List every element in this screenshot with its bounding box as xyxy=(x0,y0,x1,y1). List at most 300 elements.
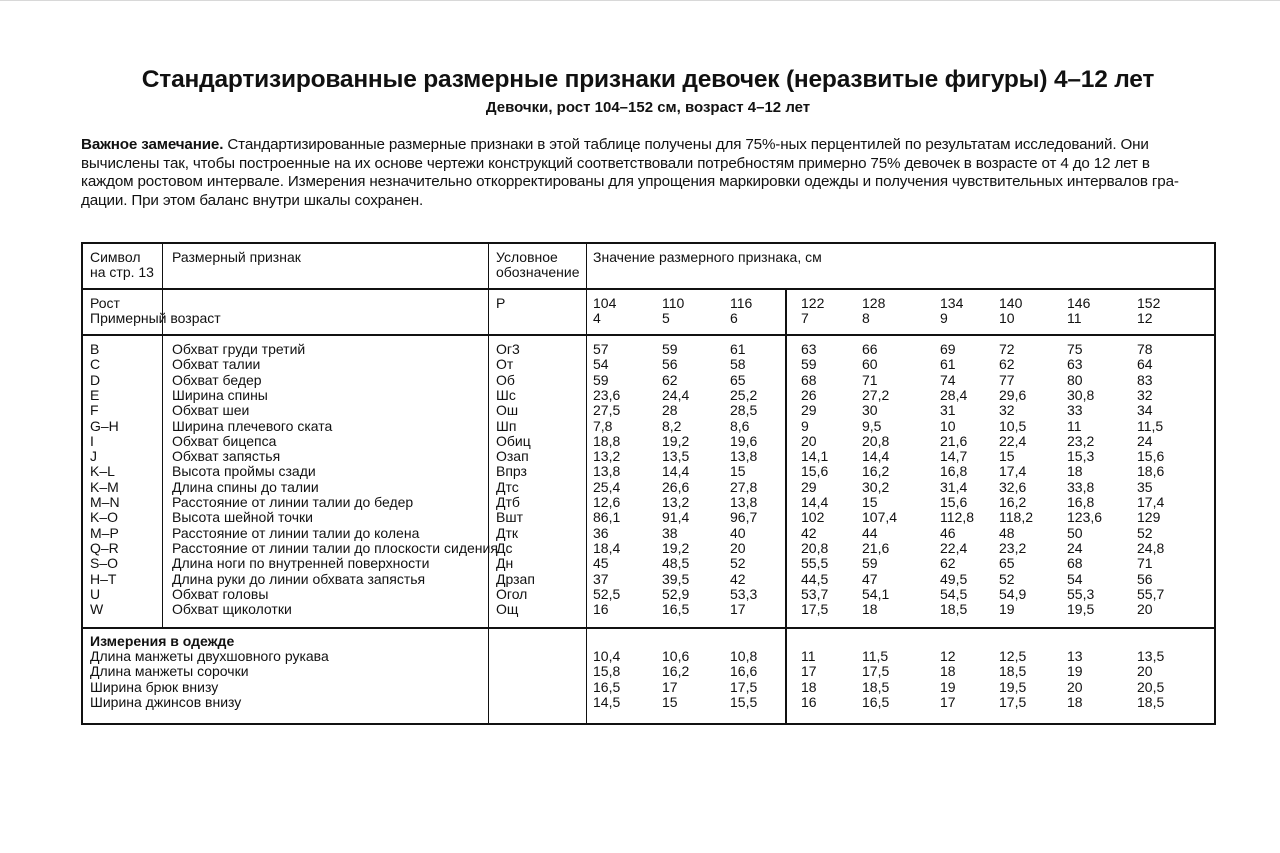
row-value: 53,7 xyxy=(801,585,829,602)
row-value: 14,4 xyxy=(662,463,690,480)
header-symbol xyxy=(90,250,154,281)
garment-section-divider xyxy=(83,627,1214,629)
row-symbol: E xyxy=(90,386,100,403)
age-value: 9 xyxy=(940,310,948,327)
row-value: 55,3 xyxy=(1067,585,1095,602)
col-divider-age-groups xyxy=(785,288,787,723)
row-abbr: Об xyxy=(496,371,515,388)
height-value: 110 xyxy=(662,295,685,311)
header-symbol-line-1: Символ xyxy=(90,249,141,265)
age-value: 8 xyxy=(862,310,870,327)
header-symbol-line-2: на стр. 13 xyxy=(90,264,154,281)
row-name: Обхват бедер xyxy=(172,371,262,388)
row-value: 15 xyxy=(730,463,746,480)
row-name: Расстояние от линии талии до бедер xyxy=(172,494,414,510)
row-value: 26,6 xyxy=(662,478,690,495)
row-value: 18 xyxy=(1067,463,1083,480)
height-value: 128 xyxy=(862,295,886,311)
row-value: 14,1 xyxy=(801,448,829,465)
row-value: 65 xyxy=(730,371,746,388)
row-name: Обхват головы xyxy=(172,585,269,602)
row-value: 13,8 xyxy=(730,448,758,465)
row-value: 96,7 xyxy=(730,509,758,526)
height-value: 122 xyxy=(801,295,825,311)
row-name: Расстояние от линии талии до плоскости сидения xyxy=(172,539,498,556)
row-name: Обхват талии xyxy=(172,356,261,373)
garment-value: 20,5 xyxy=(1137,678,1165,695)
row-abbr: Дтб xyxy=(496,494,520,510)
row-value: 32,6 xyxy=(999,478,1027,495)
row-value: 24 xyxy=(1137,432,1153,449)
row-value: 62 xyxy=(940,555,956,572)
row-value: 57 xyxy=(593,341,609,357)
row-value: 18,5 xyxy=(940,601,968,618)
row-value: 63 xyxy=(801,341,817,357)
row-value: 42 xyxy=(801,524,817,541)
row-value: 15 xyxy=(999,448,1015,465)
height-row-divider xyxy=(83,334,1214,336)
row-value: 74 xyxy=(940,371,956,388)
garment-row-name: Ширина брюк внизу xyxy=(90,678,219,695)
row-value: 25,4 xyxy=(593,478,621,495)
row-value: 13,2 xyxy=(593,448,621,465)
row-value: 28,4 xyxy=(940,386,968,403)
row-value: 27,5 xyxy=(593,402,621,419)
row-value: 7,8 xyxy=(593,417,613,434)
row-value: 19,2 xyxy=(662,432,690,449)
row-value: 59 xyxy=(862,555,878,572)
row-value: 44,5 xyxy=(801,570,829,587)
row-value: 36 xyxy=(593,524,609,541)
row-value: 29 xyxy=(801,478,817,495)
row-value: 13,2 xyxy=(662,494,690,510)
row-value: 23,6 xyxy=(593,386,621,403)
row-value: 69 xyxy=(940,341,956,357)
height-value: 146 xyxy=(1067,295,1091,311)
age-value: 12 xyxy=(1137,310,1153,327)
row-abbr: Шп xyxy=(496,417,517,434)
row-value: 18,8 xyxy=(593,432,621,449)
row-value: 24,4 xyxy=(662,386,690,403)
garment-value: 12,5 xyxy=(999,648,1027,664)
row-value: 10 xyxy=(940,417,956,434)
row-value: 27,2 xyxy=(862,386,890,403)
row-symbol: M–N xyxy=(90,494,120,510)
row-value: 16,8 xyxy=(940,463,968,480)
garment-value: 15,8 xyxy=(593,663,621,680)
row-value: 13,8 xyxy=(730,494,758,510)
note-line-3: каждом ростовом интервале. Измерения незначительно откорректированы для упрощения маркировки одежды и получения чувствительных интервалов гра- xyxy=(81,173,1179,191)
garment-value: 16,5 xyxy=(862,693,890,710)
row-name: Длина руки до линии обхвата запястья xyxy=(172,570,426,587)
garment-value: 18,5 xyxy=(999,663,1027,680)
row-value: 16,2 xyxy=(862,463,890,480)
row-symbol: C xyxy=(90,356,101,373)
garment-value: 13 xyxy=(1067,648,1083,664)
row-value: 9,5 xyxy=(862,417,882,434)
age-label: Примерный возраст xyxy=(90,310,221,327)
header-abbr-line-1: Условное xyxy=(496,249,558,265)
height-row-labels xyxy=(90,296,221,327)
size-table xyxy=(81,242,1216,725)
row-abbr: От xyxy=(496,356,514,373)
row-value: 16,5 xyxy=(662,601,690,618)
age-value: 4 xyxy=(593,310,601,327)
row-value: 83 xyxy=(1137,371,1153,388)
row-value: 71 xyxy=(862,371,878,388)
row-value: 24,8 xyxy=(1137,539,1165,556)
row-symbol: U xyxy=(90,585,101,602)
row-value: 34 xyxy=(1137,402,1153,419)
row-value: 27,8 xyxy=(730,478,758,495)
row-value: 64 xyxy=(1137,356,1153,373)
row-value: 11 xyxy=(1067,417,1082,434)
row-value: 21,6 xyxy=(862,539,890,556)
row-value: 102 xyxy=(801,509,825,526)
row-value: 26 xyxy=(801,386,817,403)
garment-value: 16,6 xyxy=(730,663,758,680)
row-value: 30 xyxy=(862,402,878,419)
garment-value: 16 xyxy=(801,693,817,710)
row-symbol: B xyxy=(90,341,100,357)
row-symbol: Q–R xyxy=(90,539,119,556)
row-value: 66 xyxy=(862,341,878,357)
age-value: 7 xyxy=(801,310,809,327)
garment-value: 20 xyxy=(1137,663,1153,680)
header-name: Размерный признак xyxy=(172,249,301,265)
garment-value: 18,5 xyxy=(1137,693,1165,710)
row-value: 20 xyxy=(1137,601,1153,618)
row-value: 24 xyxy=(1067,539,1083,556)
top-divider xyxy=(0,0,1280,1)
row-value: 28 xyxy=(662,402,678,419)
row-value: 52 xyxy=(730,555,746,572)
row-name: Обхват шеи xyxy=(172,402,250,419)
garment-row-name: Длина манжеты двухшовного рукава xyxy=(90,648,329,664)
row-value: 33 xyxy=(1067,402,1083,419)
garment-value: 18,5 xyxy=(862,678,890,695)
garment-value: 18 xyxy=(940,663,956,680)
header-values: Значение размерного признака, см xyxy=(593,249,822,265)
garment-value: 19 xyxy=(1067,663,1083,680)
row-value: 48,5 xyxy=(662,555,690,572)
row-value: 54,9 xyxy=(999,585,1027,602)
row-value: 45 xyxy=(593,555,609,572)
row-value: 20 xyxy=(730,539,746,556)
garment-value: 17,5 xyxy=(730,678,758,695)
row-value: 13,8 xyxy=(593,463,621,480)
age-value: 6 xyxy=(730,310,738,327)
garment-value: 10,4 xyxy=(593,648,621,664)
garment-value: 15 xyxy=(662,693,678,710)
garment-value: 19,5 xyxy=(999,678,1027,695)
garment-value: 17 xyxy=(662,678,678,695)
garment-value: 15,5 xyxy=(730,693,758,710)
row-value: 25,2 xyxy=(730,386,758,403)
row-value: 16,2 xyxy=(999,494,1027,510)
row-value: 65 xyxy=(999,555,1015,572)
row-value: 31,4 xyxy=(940,478,968,495)
garment-value: 11,5 xyxy=(862,648,889,664)
garment-value: 18 xyxy=(1067,693,1083,710)
row-value: 15,6 xyxy=(801,463,829,480)
row-abbr: Дтс xyxy=(496,478,519,495)
row-value: 78 xyxy=(1137,341,1153,357)
row-value: 54 xyxy=(1067,570,1083,587)
row-value: 54,1 xyxy=(862,585,890,602)
row-value: 29 xyxy=(801,402,817,419)
row-value: 17,4 xyxy=(1137,494,1165,510)
row-symbol: M–P xyxy=(90,524,119,541)
row-symbol: D xyxy=(90,371,101,388)
row-value: 44 xyxy=(862,524,878,541)
row-value: 63 xyxy=(1067,356,1083,373)
row-name: Высота проймы сзади xyxy=(172,463,316,480)
row-value: 30,8 xyxy=(1067,386,1095,403)
row-abbr: Ог3 xyxy=(496,341,520,357)
row-name: Расстояние от линии талии до колена xyxy=(172,524,420,541)
row-value: 19,5 xyxy=(1067,601,1095,618)
row-value: 52,5 xyxy=(593,585,621,602)
row-value: 47 xyxy=(862,570,878,587)
row-value: 14,4 xyxy=(862,448,890,465)
row-value: 129 xyxy=(1137,509,1161,526)
row-value: 35 xyxy=(1137,478,1153,495)
garment-row-name: Ширина джинсов внизу xyxy=(90,693,242,710)
page-subtitle: Девочки, рост 104–152 см, возраст 4–12 лет xyxy=(485,99,811,116)
row-value: 61 xyxy=(940,356,956,373)
row-value: 18,6 xyxy=(1137,463,1165,480)
height-label: Рост xyxy=(90,295,120,311)
height-value: 140 xyxy=(999,295,1023,311)
row-value: 32 xyxy=(1137,386,1153,403)
row-value: 42 xyxy=(730,570,746,587)
row-name: Обхват бицепса xyxy=(172,432,277,449)
row-abbr: Шс xyxy=(496,386,516,403)
row-value: 17 xyxy=(730,601,746,618)
age-value: 10 xyxy=(999,310,1015,327)
age-value: 5 xyxy=(662,310,670,327)
row-value: 13,5 xyxy=(662,448,690,465)
header-abbr-line-2: обозначение xyxy=(496,264,580,281)
row-value: 62 xyxy=(999,356,1015,373)
row-value: 58 xyxy=(730,356,746,373)
row-value: 22,4 xyxy=(999,432,1027,449)
row-value: 91,4 xyxy=(662,509,690,526)
row-name: Обхват щиколотки xyxy=(172,601,292,618)
row-value: 118,2 xyxy=(999,509,1033,526)
row-name: Обхват груди третий xyxy=(172,341,306,357)
row-value: 86,1 xyxy=(593,509,621,526)
row-abbr: Огол xyxy=(496,585,528,602)
row-value: 18,4 xyxy=(593,539,621,556)
height-value: 152 xyxy=(1137,295,1161,311)
row-value: 33,8 xyxy=(1067,478,1095,495)
garment-value: 12 xyxy=(940,648,956,664)
row-name: Ширина плечевого ската xyxy=(172,417,333,434)
height-value: 116 xyxy=(730,295,753,311)
garment-value: 17,5 xyxy=(862,663,890,680)
row-value: 19,2 xyxy=(662,539,690,556)
row-value: 12,6 xyxy=(593,494,621,510)
row-name: Высота шейной точки xyxy=(172,509,314,526)
garment-heading: Измерения в одежде xyxy=(90,633,235,649)
row-symbol: F xyxy=(90,402,99,419)
row-name: Длина спины до талии xyxy=(172,478,319,495)
row-value: 52 xyxy=(999,570,1015,587)
row-value: 59 xyxy=(593,371,609,388)
row-value: 68 xyxy=(801,371,817,388)
row-value: 75 xyxy=(1067,341,1083,357)
row-value: 19,6 xyxy=(730,432,758,449)
row-value: 54 xyxy=(593,356,609,373)
garment-value: 16,5 xyxy=(593,678,621,695)
row-value: 23,2 xyxy=(999,539,1027,556)
garment-value: 18 xyxy=(801,678,817,695)
row-value: 29,6 xyxy=(999,386,1027,403)
row-symbol: K–O xyxy=(90,509,119,526)
row-abbr: Ощ xyxy=(496,601,519,618)
row-value: 68 xyxy=(1067,555,1083,572)
row-value: 37 xyxy=(593,570,609,587)
row-value: 59 xyxy=(801,356,817,373)
row-value: 72 xyxy=(999,341,1015,357)
row-abbr: Впрз xyxy=(496,463,527,480)
row-name: Ширина спины xyxy=(172,386,268,403)
row-value: 112,8 xyxy=(940,509,974,526)
garment-value: 14,5 xyxy=(593,693,621,710)
row-value: 9 xyxy=(801,417,809,434)
row-value: 17,4 xyxy=(999,463,1027,480)
row-value: 80 xyxy=(1067,371,1083,388)
row-value: 52,9 xyxy=(662,585,690,602)
header-abbr xyxy=(496,250,579,281)
row-symbol: H–T xyxy=(90,570,117,587)
row-value: 20 xyxy=(801,432,817,449)
row-value: 21,6 xyxy=(940,432,968,449)
row-value: 20,8 xyxy=(862,432,890,449)
height-abbr: Р xyxy=(496,295,506,311)
row-value: 15,6 xyxy=(1137,448,1165,465)
row-symbol: J xyxy=(90,448,97,465)
row-value: 8,6 xyxy=(730,417,750,434)
row-value: 16 xyxy=(593,601,609,618)
row-value: 8,2 xyxy=(662,417,682,434)
row-value: 38 xyxy=(662,524,678,541)
height-value: 104 xyxy=(593,295,617,311)
row-abbr: Дрзап xyxy=(496,570,535,587)
col-divider-name xyxy=(488,244,489,723)
garment-value: 16,2 xyxy=(662,663,690,680)
row-symbol: W xyxy=(90,601,104,618)
row-value: 15,3 xyxy=(1067,448,1095,465)
row-value: 31 xyxy=(940,402,956,419)
row-value: 40 xyxy=(730,524,746,541)
row-value: 15 xyxy=(862,494,878,510)
row-value: 18 xyxy=(862,601,878,618)
note-text-1: Стандартизированные размерные признаки в этой таблице получены для 75%-ных перцентилей по результатам исследований. Они xyxy=(223,136,1149,153)
row-symbol: I xyxy=(90,432,94,449)
row-value: 77 xyxy=(999,371,1015,388)
col-divider-symbol-body xyxy=(162,336,163,627)
height-value: 134 xyxy=(940,295,964,311)
row-value: 14,7 xyxy=(940,448,968,465)
row-value: 56 xyxy=(662,356,678,373)
row-value: 16,8 xyxy=(1067,494,1095,510)
garment-value: 17 xyxy=(801,663,817,680)
row-value: 62 xyxy=(662,371,678,388)
row-value: 23,2 xyxy=(1067,432,1095,449)
row-value: 123,6 xyxy=(1067,509,1103,526)
garment-value: 13,5 xyxy=(1137,648,1165,664)
row-value: 19 xyxy=(999,601,1015,618)
row-value: 53,3 xyxy=(730,585,758,602)
row-symbol: K–M xyxy=(90,478,119,495)
row-value: 32 xyxy=(999,402,1015,419)
row-abbr: Дтк xyxy=(496,524,519,541)
note-line-2: вычислены так, чтобы построенные на их основе чертежи конструкций соответствовали потребностям примерно 75% девочек в возрасте от 4 до 12 лет в xyxy=(81,154,1150,172)
garment-value: 20 xyxy=(1067,678,1083,695)
row-value: 39,5 xyxy=(662,570,690,587)
row-value: 107,4 xyxy=(862,509,898,526)
note-line-1 xyxy=(81,136,1216,155)
row-value: 30,2 xyxy=(862,478,890,495)
row-value: 17,5 xyxy=(801,601,829,618)
garment-value: 10,6 xyxy=(662,648,690,664)
row-value: 61 xyxy=(730,341,746,357)
row-value: 11,5 xyxy=(1137,417,1164,434)
row-value: 10,5 xyxy=(999,417,1027,434)
row-value: 71 xyxy=(1137,555,1153,572)
important-note xyxy=(81,136,1216,210)
row-value: 15,6 xyxy=(940,494,968,510)
note-line-4: дации. При этом баланс внутри шкалы сохранен. xyxy=(81,191,424,209)
row-value: 48 xyxy=(999,524,1015,541)
row-symbol: K–L xyxy=(90,463,115,480)
row-value: 20,8 xyxy=(801,539,829,556)
row-value: 52 xyxy=(1137,524,1153,541)
row-value: 28,5 xyxy=(730,402,758,419)
page-title: Стандартизированные размерные признаки девочек (неразвитые фигуры) 4–12 лет xyxy=(141,66,1155,93)
row-value: 55,7 xyxy=(1137,585,1165,602)
header-divider xyxy=(83,288,1214,290)
col-divider-abbr xyxy=(586,244,587,723)
garment-value: 19 xyxy=(940,678,956,695)
garment-value: 11 xyxy=(801,648,816,664)
row-symbol: S–O xyxy=(90,555,119,572)
row-abbr: Вшт xyxy=(496,509,523,526)
row-value: 59 xyxy=(662,341,678,357)
row-name: Длина ноги по внутренней поверхности xyxy=(172,555,430,572)
row-value: 49,5 xyxy=(940,570,968,587)
row-abbr: Ош xyxy=(496,402,519,419)
row-abbr: Обиц xyxy=(496,432,531,449)
garment-value: 17 xyxy=(940,693,956,710)
row-abbr: Дс xyxy=(496,539,513,556)
garment-value: 17,5 xyxy=(999,693,1027,710)
row-symbol: G–H xyxy=(90,417,119,434)
row-abbr: Дн xyxy=(496,555,514,572)
row-value: 46 xyxy=(940,524,956,541)
row-value: 54,5 xyxy=(940,585,968,602)
row-name: Обхват запястья xyxy=(172,448,281,465)
age-value: 11 xyxy=(1067,310,1082,327)
note-label: Важное замечание. xyxy=(81,136,224,153)
row-value: 56 xyxy=(1137,570,1153,587)
row-value: 55,5 xyxy=(801,555,829,572)
row-abbr: Озап xyxy=(496,448,529,465)
row-value: 22,4 xyxy=(940,539,968,556)
